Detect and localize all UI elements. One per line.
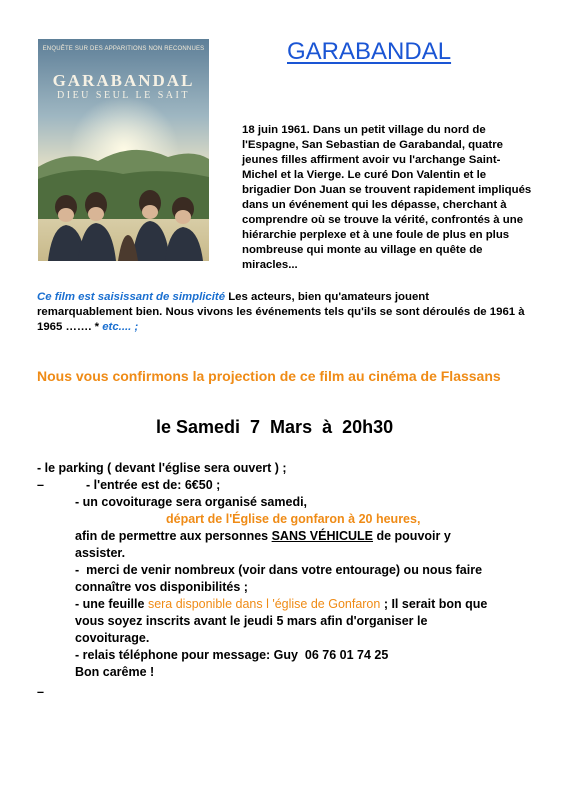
poster-tagline: ENQUÊTE SUR DES APPARITIONS NON RECONNUES [42,46,205,52]
film-poster-image [38,39,209,261]
screening-confirmation: Nous vous confirmons la projection de ce film au cinéma de Flassans [37,368,501,384]
poster-subtitle: DIEU SEUL LE SAIT [57,90,190,101]
poster-title: GARABANDAL [52,71,195,90]
closing-greeting: Bon carême ! [75,665,155,679]
entry-price: - l'entrée est de: 6€50 ; [86,478,221,492]
parking-info: - le parking ( devant l'église sera ouvert ) ; [37,461,287,475]
sheet-line-3: covoiturage. [75,631,150,645]
sheet-line-2: vous soyez inscrits avant le jeudi 5 mars afin d'organiser le [75,614,428,628]
purpose-text-a: afin de permettre aux personnes [75,529,272,543]
praise-outro: etc.... ; [102,321,139,333]
praise-body: Les acteurs, bien qu'amateurs jouent remarquablement bien. Nous vivons les événements tels qu'ils se sont déroulés de 1961 à 1965 ……. * [37,291,525,333]
screening-date: le Samedi 7 Mars à 20h30 [156,417,394,437]
sheet-text-a: - une feuille [75,597,148,611]
page-title[interactable]: GARABANDAL [287,38,452,65]
purpose-text-b: SANS VÉHICULE [271,529,373,543]
phone-relay: - relais téléphone pour message: Guy 06 76 01 74 25 [75,648,389,662]
departure-info: départ de l'Église de gonfaron à 20 heures, [166,512,421,526]
purpose-line-2: assister. [75,546,126,560]
praise-intro: Ce film est saisissant de simplicité [37,291,226,303]
come-line-2: connaître vos disponibilités ; [75,580,248,594]
dash-bullet-end: – [37,685,44,699]
come-line-1: - merci de venir nombreux (voir dans votre entourage) ou nous faire [75,563,483,577]
purpose-text-c: de pouvoir y [373,529,451,543]
sheet-text-b: sera disponible dans l 'église de Gonfaron [147,597,381,611]
synopsis-text: 18 juin 1961. Dans un petit village du nord de l'Espagne, San Sebastian de Garabandal, quatre jeunes filles affirment avoir vu l'archange Saint-Michel et la Vierge. Le curé Don Valentin et le brigadier Don Juan se trouvent rapidement impliqués dans un événement qui les dépasse, cherchant à comprendre où se trouve la vérité, confrontés à une hiérarchie perplexe et à une foule de plus en plus nombreuse qui monte au village en quête de miracles... [242,124,532,271]
dash-bullet: – [37,478,44,492]
sheet-line-1 [75,596,487,613]
praise-paragraph [37,290,527,335]
purpose-line [75,528,451,545]
carpool-info: - un covoiturage sera organisé samedi, [75,495,308,509]
sheet-text-c: ; Il serait bon que [380,597,488,611]
